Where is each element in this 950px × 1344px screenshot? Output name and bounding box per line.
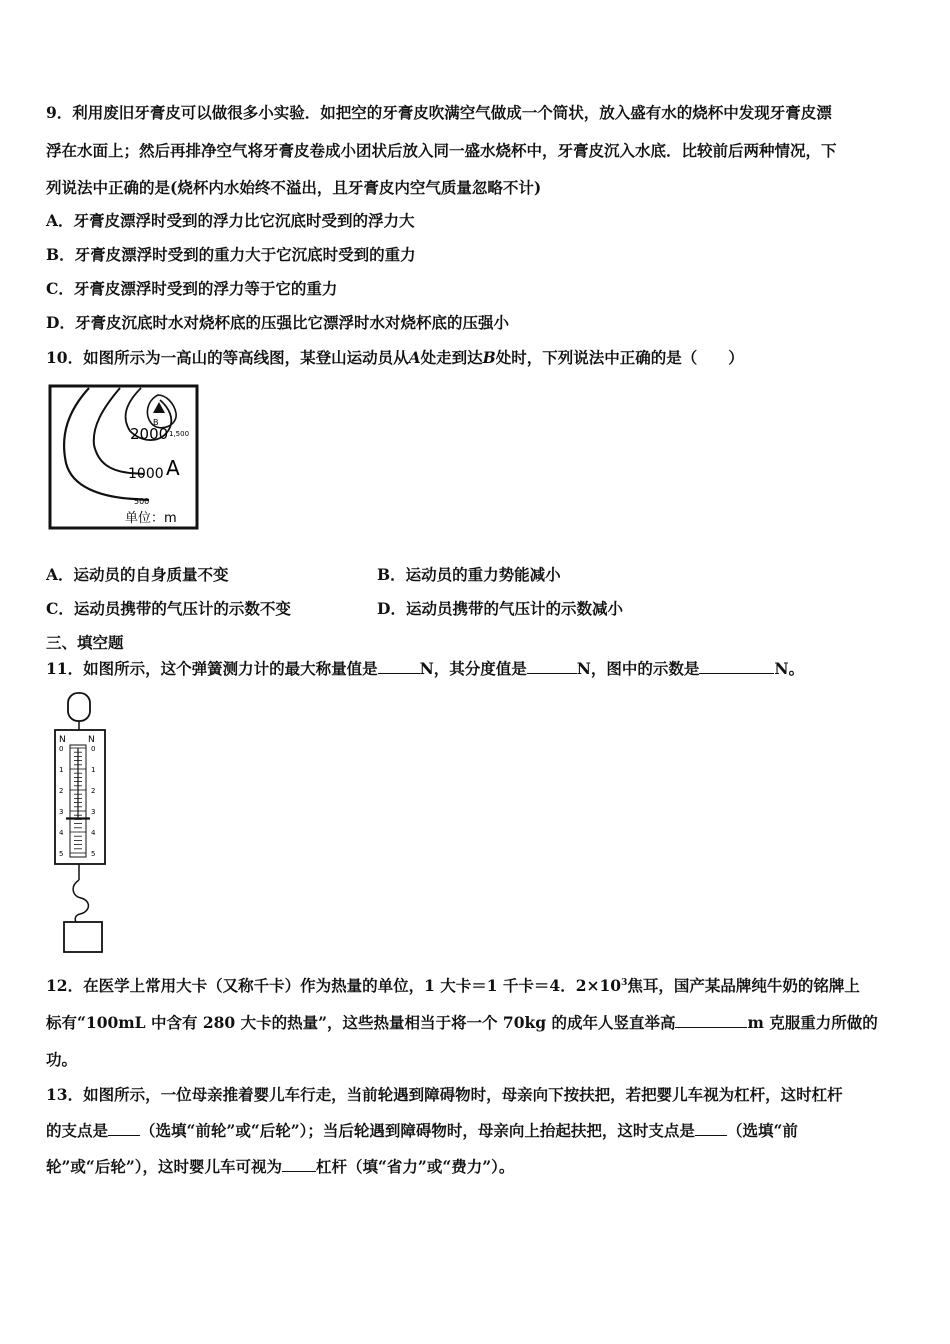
- q11-blank-max[interactable]: [378, 659, 420, 674]
- q9-option-a: A．牙膏皮漂浮时受到的浮力比它沉底时受到的浮力大: [46, 211, 415, 230]
- scale-tick-left-2: 2: [59, 787, 64, 795]
- q9-option-d: D．牙膏皮沉底时水对烧杯底的压强比它漂浮时水对烧杯底的压强小: [46, 313, 509, 332]
- q12-line1-part-a: 12．在医学上常用大卡（又称千卡）作为热量的单位，1 大卡＝1 千卡＝4．2×10: [46, 976, 622, 995]
- q9-stem-line1: 9．利用废旧牙膏皮可以做很多小实验．如把空的牙膏皮吹满空气做成一个筒状，放入盛有水的烧杯中发现牙膏皮漂: [46, 103, 832, 122]
- q12-line3: 功。: [46, 1050, 78, 1069]
- scale-tick-right-2: 2: [91, 787, 96, 795]
- contour-map-figure: [46, 383, 201, 533]
- q10-var-b: B: [482, 348, 496, 367]
- q10-option-b: B．运动员的重力势能减小: [377, 565, 561, 584]
- scale-top-ring: [68, 693, 90, 721]
- scale-unit-right: N: [88, 735, 95, 745]
- scale-tick-right-0: 0: [91, 745, 96, 753]
- map-unit-label: 单位：m: [125, 511, 177, 526]
- q10-option-a: A．运动员的自身质量不变: [46, 565, 229, 584]
- q10-option-d: D．运动员携带的气压计的示数减小: [377, 599, 623, 618]
- q12-line2: [46, 1013, 878, 1033]
- scale-hook: [73, 880, 88, 922]
- q10-stem: [46, 348, 744, 368]
- q11-blank-division[interactable]: [527, 659, 577, 674]
- scale-tick-left-4: 4: [59, 829, 64, 837]
- q13-line3-part-a: 轮”或“后轮”），这时婴儿车可视为: [46, 1157, 282, 1176]
- q9-option-c: C．牙膏皮漂浮时受到的浮力等于它的重力: [46, 279, 338, 298]
- scale-tick-right-3: 3: [91, 808, 96, 816]
- q13-blank-lever-type[interactable]: [282, 1157, 316, 1172]
- contour-label-1000: 1000: [128, 466, 164, 482]
- q10-var-a: A: [408, 348, 421, 367]
- q10-stem-part-c: 处时，下列说法中正确的是（ ）: [495, 348, 744, 367]
- scale-tick-left-0: 0: [59, 745, 64, 753]
- q13-line2: [46, 1121, 798, 1141]
- q9-option-b: B．牙膏皮漂浮时受到的重力大于它沉底时受到的重力: [46, 245, 416, 264]
- scale-weight-block: [64, 922, 102, 952]
- spring-scale-figure: [50, 690, 110, 956]
- q10-stem-part-a: 10．如图所示为一高山的等高线图，某登山运动员从: [46, 348, 409, 367]
- q11-part3: N，图中的示数是: [576, 659, 700, 678]
- q12-line1: [46, 976, 860, 996]
- q13-line2-part-b: （选填“前轮”或“后轮”）；当后轮遇到障碍物时，母亲向上抬起扶把，这时支点是: [140, 1121, 695, 1140]
- q13-blank-pivot-2[interactable]: [695, 1121, 727, 1136]
- q13-line2-part-a: 的支点是: [46, 1121, 109, 1140]
- q13-line3-part-b: 杠杆（填“省力”或“费力”）。: [316, 1157, 515, 1176]
- q11-stem: [46, 659, 804, 679]
- q10-stem-part-b: 处走到达: [420, 348, 483, 367]
- contour-label-500: 500: [134, 497, 150, 506]
- q12-line2-part-b: m 克服重力所做的: [747, 1013, 878, 1032]
- q13-line2-part-c: （选填“前: [726, 1121, 798, 1140]
- q13-line1: 13．如图所示，一位母亲推着婴儿车行走，当前轮遇到障碍物时，母亲向下按扶把，若把婴儿车视为杠杆，这时杠杆: [46, 1085, 843, 1104]
- q12-line1-part-b: 焦耳，国产某品牌纯牛奶的铭牌上: [627, 976, 860, 995]
- q13-blank-pivot-1[interactable]: [108, 1121, 140, 1136]
- q12-line2-part-a: 标有“100mL 中含有 280 大卡的热量”，这些热量相当于将一个 70kg 的成年人竖直举高: [46, 1013, 676, 1032]
- q10-option-c: C．运动员携带的气压计的示数不变: [46, 599, 291, 618]
- scale-tick-right-5: 5: [91, 850, 96, 858]
- q11-part4: N。: [774, 659, 805, 678]
- q9-stem-line3: 列说法中正确的是(烧杯内水始终不溢出，且牙膏皮内空气质量忽略不计): [46, 178, 542, 197]
- scale-tick-right-1: 1: [91, 766, 96, 774]
- q13-line3: [46, 1157, 514, 1177]
- scale-tick-left-3: 3: [59, 808, 64, 816]
- contour-label-1500: 1,500: [169, 430, 190, 438]
- point-b-label: B: [153, 418, 159, 427]
- point-a-label: A: [166, 456, 180, 480]
- contour-label-2000: 2000: [130, 425, 169, 443]
- scale-tick-left-1: 1: [59, 766, 64, 774]
- scale-unit-left: N: [59, 735, 66, 745]
- q11-part1: 11．如图所示，这个弹簧测力计的最大称量值是: [46, 659, 378, 678]
- q12-blank-height[interactable]: [675, 1013, 747, 1028]
- q12-line1-superscript: 3: [621, 977, 628, 988]
- q9-stem-line2: 浮在水面上；然后再排净空气将牙膏皮卷成小团状后放入同一盛水烧杯中，牙膏皮沉入水底．比较前后两种情况，下: [46, 141, 837, 160]
- q11-part2: N，其分度值是: [419, 659, 527, 678]
- scale-tick-left-5: 5: [59, 850, 64, 858]
- scale-tick-right-4: 4: [91, 829, 96, 837]
- section-heading-fill-in: 三、填空题: [46, 633, 124, 652]
- q11-blank-reading[interactable]: [699, 659, 774, 674]
